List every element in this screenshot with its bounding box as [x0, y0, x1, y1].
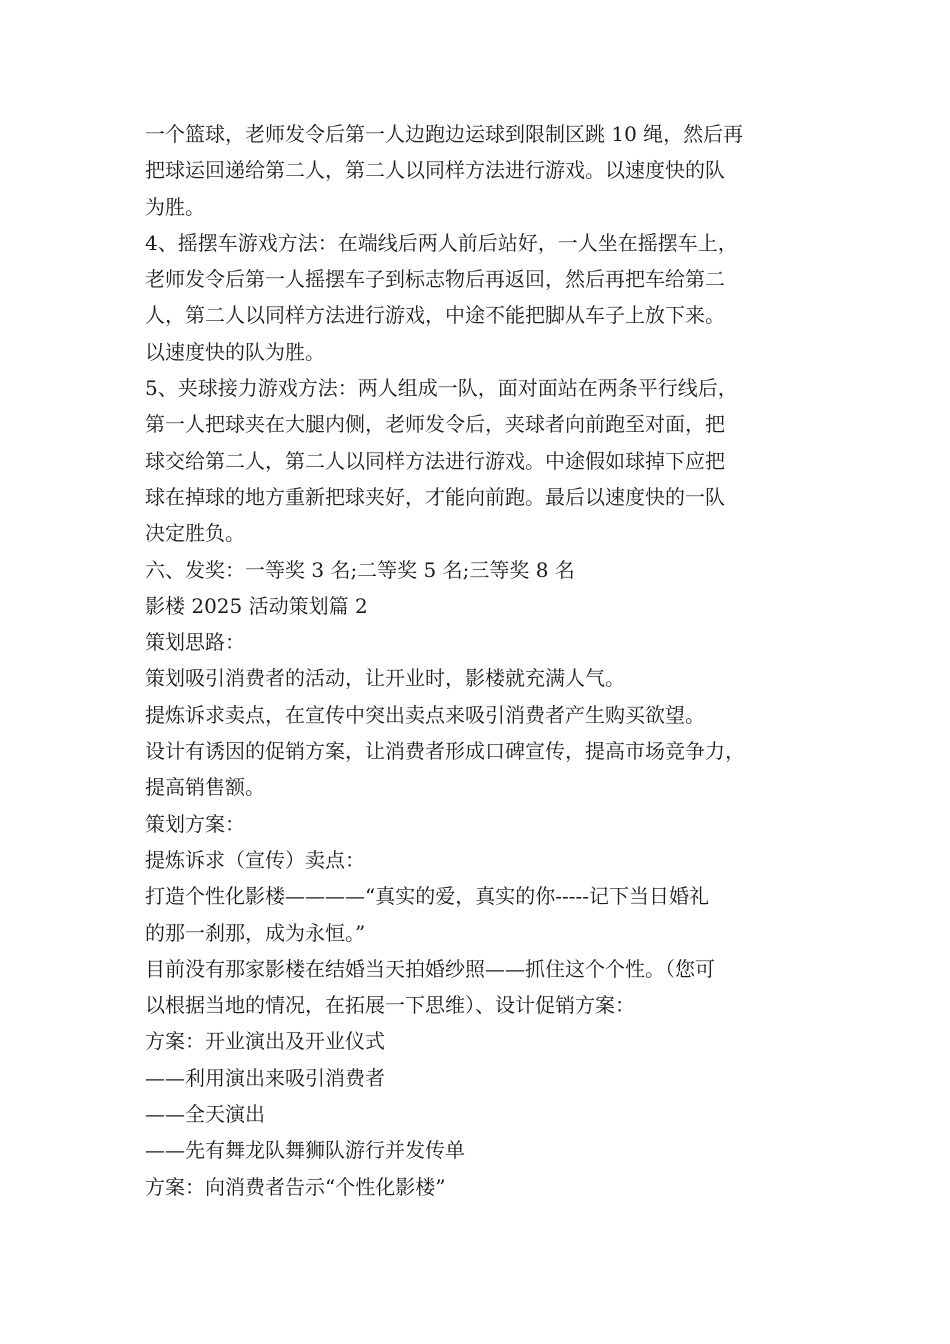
text-line: 策划吸引消费者的活动，让开业时，影楼就充满人气。: [145, 666, 625, 691]
text-line: 提炼诉求卖点，在宣传中突出卖点来吸引消费者产生购买欲望。: [145, 702, 705, 727]
text-line: 目前没有那家影楼在结婚当天拍婚纱照——抓住这个个性。（您可: [145, 956, 715, 981]
document-body: [145, 116, 825, 1205]
section-heading: 影楼 2025 活动策划篇 2: [145, 593, 368, 618]
text-line: 5、夹球接力游戏方法：两人组成一队，面对面站在两条平行线后，: [145, 376, 738, 401]
text-line: 老师发令后第一人摇摆车子到标志物后再返回，然后再把车给第二: [145, 267, 725, 292]
text-line: 把球运回递给第二人，第二人以同样方法进行游戏。以速度快的队: [145, 158, 725, 183]
text-line: 六、发奖：一等奖 3 名;二等奖 5 名;三等奖 8 名: [145, 557, 575, 582]
text-line: 打造个性化影楼————“真实的爱，真实的你-----记下当日婚礼: [145, 884, 710, 909]
text-line: 决定胜负。: [145, 521, 245, 546]
text-line: 提高销售额。: [145, 775, 265, 800]
text-line: ——利用演出来吸引消费者: [145, 1065, 385, 1090]
text-line: 第一人把球夹在大腿内侧，老师发令后，夹球者向前跑至对面，把: [145, 412, 725, 437]
text-line: 球交给第二人，第二人以同样方法进行游戏。中途假如球掉下应把: [145, 448, 725, 473]
text-line: 为胜。: [145, 194, 205, 219]
text-line: 策划方案：: [145, 811, 245, 836]
text-line: ——先有舞龙队舞狮队游行并发传单: [145, 1138, 465, 1163]
text-line: 方案：开业演出及开业仪式: [145, 1029, 385, 1054]
text-line: 一个篮球，老师发令后第一人边跑边运球到限制区跳 10 绳，然后再: [145, 122, 744, 146]
text-line: 以根据当地的情况，在拓展一下思维）、设计促销方案：: [145, 993, 635, 1018]
text-line: 4、摇摆车游戏方法：在端线后两人前后站好，一人坐在摇摆车上，: [145, 230, 738, 255]
text-line: 以速度快的队为胜。: [145, 339, 325, 364]
text-line: 提炼诉求（宣传）卖点：: [145, 847, 365, 872]
text-line: 球在掉球的地方重新把球夹好，才能向前跑。最后以速度快的一队: [145, 484, 725, 509]
text-line: 方案：向消费者告示“个性化影楼”: [145, 1174, 446, 1199]
text-line: 人，第二人以同样方法进行游戏，中途不能把脚从车子上放下来。: [145, 303, 725, 328]
text-line: 的那一刹那，成为永恒。”: [145, 920, 366, 945]
text-line: 策划思路：: [145, 630, 245, 655]
text-line: 设计有诱因的促销方案，让消费者形成口碑宣传，提高市场竞争力，: [145, 739, 745, 764]
text-line: ——全天演出: [145, 1102, 265, 1127]
